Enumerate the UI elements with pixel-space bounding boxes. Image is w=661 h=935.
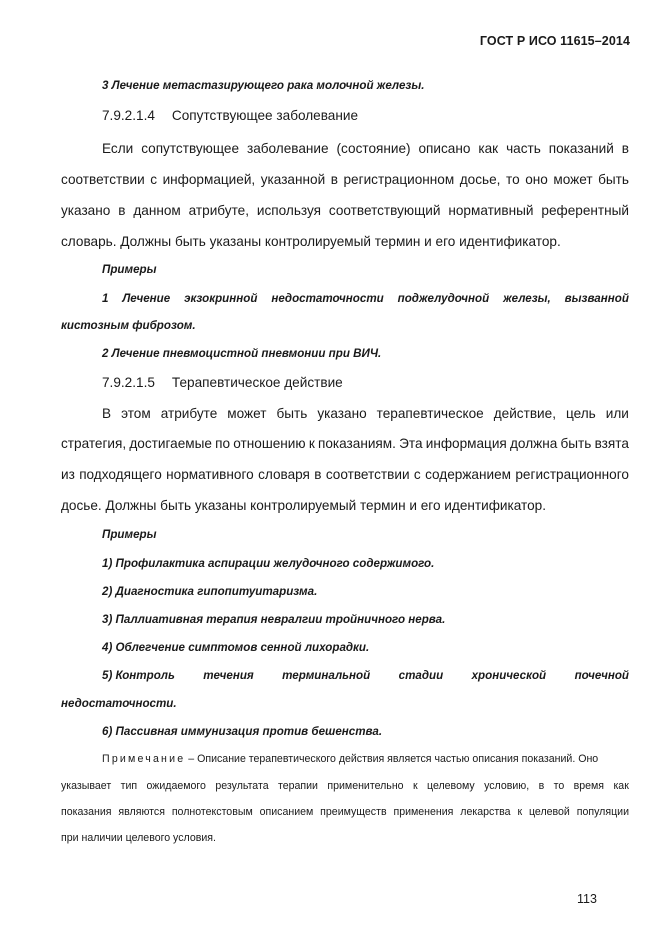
word: (состояние) (336, 141, 411, 156)
section-7-9-2-1-5-heading (102, 375, 343, 390)
example-2-text: 2 Лечение пневмоцистной пневмонии при ВИЧ. (102, 347, 382, 360)
word: стадии (398, 669, 444, 682)
word: показаний (548, 141, 614, 156)
word: подходящего (79, 467, 162, 482)
word: действие, (493, 406, 556, 421)
section-title: Сопутствующее заболевание (171, 108, 359, 123)
word: нормативного (166, 467, 254, 482)
list-item-4: 4) Облегчение симптомов сенной лихорадки. (102, 641, 370, 654)
word: время (573, 780, 605, 792)
word: в (314, 467, 322, 482)
word: информация (425, 436, 507, 451)
word: поджелудочной (397, 292, 490, 305)
word: применительно (327, 780, 404, 792)
word: референтный (541, 203, 629, 218)
word: терминальной (282, 669, 371, 682)
section-title: Терапевтическое действие (171, 375, 343, 390)
word: 5) Контроль (102, 669, 175, 682)
example-1-line-1 (102, 292, 629, 305)
list-item-6: 6) Пассивная иммунизация против бешенства. (102, 725, 383, 738)
word: регистрационном (343, 172, 455, 187)
note-line-4: при наличии целевого условия. (61, 832, 216, 844)
note-line-3 (61, 806, 629, 818)
paragraph-1-line-3 (61, 203, 629, 218)
word: Лечение (122, 292, 171, 305)
paragraph-2-line-4: досье. Должны быть указаны контролируемый термин и его идентификатор. (61, 498, 546, 513)
word: к (412, 780, 418, 792)
word: из (61, 467, 75, 482)
word: цель (565, 406, 596, 421)
list-item-1: 1) Профилактика аспирации желудочного содержимого. (102, 557, 435, 570)
word: применения (393, 806, 454, 818)
word: условию, (484, 780, 530, 792)
word: Эта (399, 436, 423, 451)
word: терапевтическое (376, 406, 484, 421)
word: тип (120, 780, 138, 792)
word: информацией, (162, 172, 256, 187)
word: описанием (259, 806, 314, 818)
word: взята (594, 436, 629, 451)
word: ожидаемого (146, 780, 206, 792)
page-number: 113 (577, 892, 597, 906)
word: оно (525, 172, 548, 187)
paragraph-1-line-1 (102, 141, 629, 156)
word: соответствии (61, 172, 145, 187)
word: заболевание (246, 141, 329, 156)
note-text: – Описание терапевтического действия является частью описания показаний. Оно (185, 753, 599, 765)
word: являются (118, 806, 165, 818)
word: результата (215, 780, 269, 792)
word: В (102, 406, 112, 421)
word: по (215, 436, 231, 451)
section-number: 7.9.2.1.5 (102, 375, 155, 390)
word: полнотекстовым (171, 806, 253, 818)
word: регистрационного (515, 467, 629, 482)
note-label: Примечание (102, 753, 186, 765)
word: нормативный (448, 203, 534, 218)
word: указанной (260, 172, 326, 187)
word: железы, (503, 292, 551, 305)
list-item-5-line-2: недостаточности. (61, 697, 177, 710)
word: вызванной (564, 292, 629, 305)
paragraph-2-line-3 (61, 467, 629, 482)
list-item-3: 3) Паллиативная терапия невралгии тройничного нерва. (102, 613, 446, 626)
word: может (553, 172, 593, 187)
word: к (517, 806, 523, 818)
word: показания (61, 806, 112, 818)
word: словаря (258, 467, 310, 482)
word: недостаточности (271, 292, 384, 305)
word: хронической (471, 669, 547, 682)
paragraph-2-line-2 (61, 436, 629, 451)
word: быть (276, 406, 308, 421)
word: Если (102, 141, 134, 156)
word: соответствии (325, 467, 410, 482)
example-3-text: 3 Лечение метастазирующего рака молочной железы. (102, 79, 425, 92)
word: как (613, 780, 629, 792)
word: то (506, 172, 520, 187)
word: в (118, 203, 126, 218)
word: 1 (102, 292, 109, 305)
word: лекарства (460, 806, 511, 818)
word: быть (598, 172, 629, 187)
word: с (413, 467, 421, 482)
word: к (308, 436, 315, 451)
word: содержанием (425, 467, 511, 482)
section-7-9-2-1-4-heading (102, 108, 358, 123)
standard-header: ГОСТ Р ИСО 11615–2014 (479, 34, 630, 48)
word: как (478, 141, 499, 156)
word: достигаемые (129, 436, 212, 451)
word: почечной (574, 669, 629, 682)
paragraph-2-line-1 (102, 406, 629, 421)
word: стратегия, (61, 436, 127, 451)
paragraph-1-line-4: словарь. Должны быть указаны контролируемый термин и его идентификатор. (61, 234, 561, 249)
example-1-line-2: кистозным фиброзом. (61, 319, 196, 332)
word: может (227, 406, 267, 421)
word: экзокринной (184, 292, 258, 305)
word: то (553, 780, 565, 792)
word: отношению (233, 436, 306, 451)
word: должна (510, 436, 558, 451)
word: целевому (427, 780, 475, 792)
list-item-2: 2) Диагностика гипопитуитаризма. (102, 585, 318, 598)
word: указано (317, 406, 367, 421)
section-number: 7.9.2.1.4 (102, 108, 155, 123)
word: течения (203, 669, 254, 682)
examples-heading-2: Примеры (102, 528, 157, 541)
word: или (605, 406, 629, 421)
word: указано (61, 203, 111, 218)
note-line-2 (61, 780, 629, 792)
word: сопутствующее (141, 141, 240, 156)
word: преимуществ (320, 806, 387, 818)
word: быть (560, 436, 592, 451)
word: указывает (61, 780, 112, 792)
word: целевой (528, 806, 570, 818)
word: описано (418, 141, 471, 156)
note-line-1 (102, 753, 598, 765)
word: показаниям. (317, 436, 396, 451)
word: этом (121, 406, 151, 421)
word: в (621, 141, 629, 156)
word: популяции (576, 806, 629, 818)
word: в (538, 780, 545, 792)
examples-heading-1: Примеры (102, 263, 157, 276)
word: терапии (277, 780, 318, 792)
word: данном (133, 203, 181, 218)
list-item-5-line-1 (102, 669, 629, 682)
word: соответствующий (328, 203, 441, 218)
word: используя (256, 203, 321, 218)
word: досье, (459, 172, 501, 187)
word: с (150, 172, 158, 187)
word: атрибуте, (188, 203, 249, 218)
word: часть (506, 141, 541, 156)
word: атрибуте (160, 406, 218, 421)
word: в (330, 172, 338, 187)
paragraph-1-line-2 (61, 172, 629, 187)
